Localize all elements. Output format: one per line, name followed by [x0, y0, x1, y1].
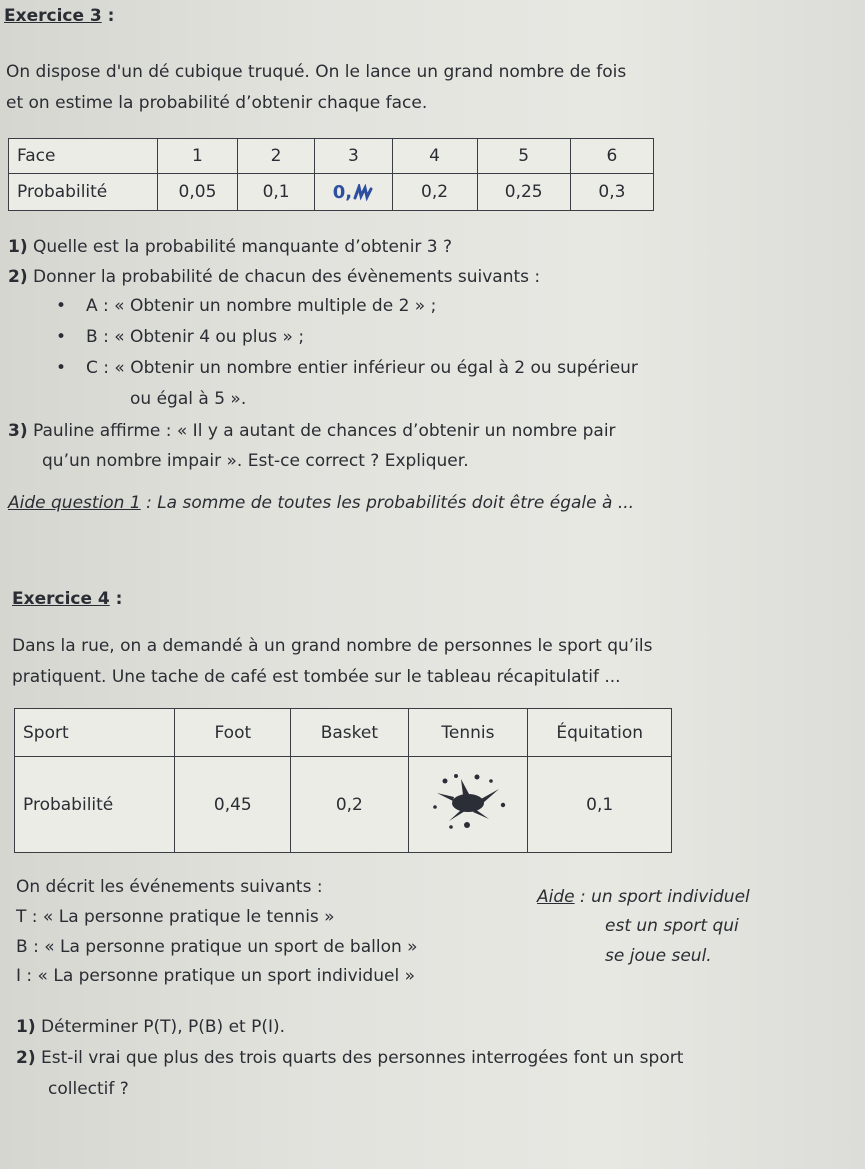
bullet-dot: •: [56, 327, 67, 347]
ex4-table-head-label: Sport: [15, 709, 175, 757]
ex4-title-colon: :: [109, 589, 123, 609]
ex3-intro-line1: On dispose d'un dé cubique truqué. On le lance un grand nombre de fois: [6, 62, 627, 82]
ex4-aide-line1: : un sport individuel: [574, 887, 750, 907]
ex3-q2-number: 2): [8, 267, 28, 287]
ex4-q1-text: Déterminer P(T), P(B) et P(I).: [35, 1017, 286, 1037]
ex4-table-row-probability: [15, 757, 672, 853]
ex4-aide-line2: est un sport qui: [605, 916, 739, 936]
ex3-bullet-a: A : « Obtenir un nombre multiple de 2 » ;: [86, 296, 437, 316]
ex3-table-row-label: Probabilité: [9, 174, 158, 211]
ex3-probability-table: [8, 138, 654, 211]
bullet-dot: •: [56, 358, 67, 378]
ex4-title: [12, 589, 122, 609]
ex4-sport-cell: Foot: [175, 709, 291, 757]
ex4-sport-cell: Équitation: [528, 709, 672, 757]
ex3-title: [4, 6, 114, 26]
ex3-aide: [8, 493, 634, 513]
ex4-events-intro: On décrit les événements suivants :: [16, 877, 323, 897]
ex3-q2-text: Donner la probabilité de chacun des évènements suivants :: [27, 267, 541, 287]
coffee-stain-icon: [423, 767, 513, 837]
ex3-title-colon: :: [101, 6, 115, 26]
ex3-prob-cell: 0,1: [237, 174, 314, 211]
ex4-event-t: T : « La personne pratique le tennis »: [16, 907, 335, 927]
bullet-dot: •: [56, 296, 67, 316]
ex4-sport-cell: Basket: [291, 709, 408, 757]
ex4-aide-label: Aide: [537, 887, 575, 907]
ex4-event-b: B : « La personne pratique un sport de ballon »: [16, 937, 418, 957]
ex3-prob-cell: 0,05: [158, 174, 238, 211]
ex3-face-cell: 2: [237, 139, 314, 174]
ex3-bullet-b: B : « Obtenir 4 ou plus » ;: [86, 327, 305, 347]
ex4-intro-line1: Dans la rue, on a demandé à un grand nombre de personnes le sport qu’ils: [12, 636, 653, 656]
ex4-aide-line3: se joue seul.: [605, 946, 712, 966]
ex4-q2-text: Est-il vrai que plus des trois quarts des personnes interrogées font un sport: [35, 1048, 684, 1068]
ex3-q1-number: 1): [8, 237, 28, 257]
ex3-face-cell: 6: [570, 139, 653, 174]
handwritten-answer: 0,: [332, 181, 353, 203]
ex3-face-cell: 3: [315, 139, 392, 174]
ex4-intro-line2: pratiquent. Une tache de café est tombée sur le tableau récapitulatif ...: [12, 667, 621, 687]
ex3-q1-text: Quelle est la probabilité manquante d’obtenir 3 ?: [27, 237, 453, 257]
ex4-question-1: [16, 1017, 285, 1037]
ex3-table-row-probability: [9, 174, 654, 211]
ex4-q2-number: 2): [16, 1048, 36, 1068]
ex4-prob-cell: 0,45: [175, 757, 291, 853]
ex4-title-text: Exercice 4: [12, 589, 110, 609]
ex3-prob-cell-handwritten: [315, 174, 392, 211]
ex3-bullet-c: C : « Obtenir un nombre entier inférieur ou égal à 2 ou supérieur: [86, 358, 638, 378]
ex4-prob-cell: 0,1: [528, 757, 672, 853]
scribble-icon: [352, 184, 374, 202]
ex4-sport-cell: Tennis: [408, 709, 528, 757]
ex3-question-1: [8, 237, 452, 257]
ex3-title-text: Exercice 3: [4, 6, 102, 26]
ex4-aide: [537, 887, 750, 907]
ex3-face-cell: 4: [392, 139, 477, 174]
ex4-question-2: [16, 1048, 683, 1068]
ex4-sport-table: [14, 708, 672, 853]
ex4-prob-cell: 0,2: [291, 757, 408, 853]
ex3-question-3-line2: qu’un nombre impair ». Est-ce correct ? Expliquer.: [42, 451, 469, 471]
ex4-prob-cell-stained: [408, 757, 528, 853]
ex3-bullet-c-continued: ou égal à 5 ».: [130, 389, 247, 409]
ex3-prob-cell: 0,2: [392, 174, 477, 211]
ex3-prob-cell: 0,3: [570, 174, 653, 211]
ex3-face-cell: 1: [158, 139, 238, 174]
ex3-table-head-label: Face: [9, 139, 158, 174]
ex4-q1-number: 1): [16, 1017, 36, 1037]
ex4-event-i: I : « La personne pratique un sport individuel »: [16, 966, 415, 986]
ex3-intro-line2: et on estime la probabilité d’obtenir chaque face.: [6, 93, 428, 113]
ex3-aide-label: Aide question 1: [8, 493, 141, 513]
ex4-table-row-sport: [15, 709, 672, 757]
ex3-table-row-face: [9, 139, 654, 174]
ex3-question-2: [8, 267, 540, 287]
ex3-q3-number: 3): [8, 421, 28, 441]
ex4-table-row-label: Probabilité: [15, 757, 175, 853]
ex3-question-3: [8, 421, 616, 441]
ex4-question-2-line2: collectif ?: [48, 1079, 129, 1099]
ex3-q3-text: Pauline affirme : « Il y a autant de chances d’obtenir un nombre pair: [27, 421, 616, 441]
ex3-face-cell: 5: [477, 139, 570, 174]
ex3-prob-cell: 0,25: [477, 174, 570, 211]
ex3-aide-text: : La somme de toutes les probabilités doit être égale à ...: [140, 493, 635, 513]
